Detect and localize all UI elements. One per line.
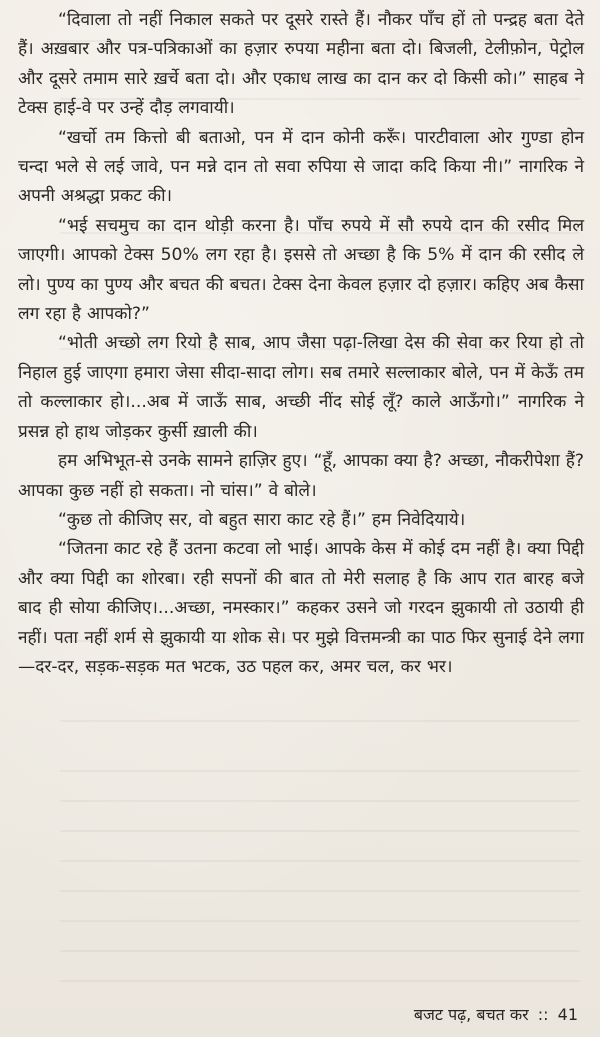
- show-through-line: [60, 950, 580, 952]
- show-through-line: [60, 890, 580, 892]
- footer-separator: ::: [537, 1005, 549, 1024]
- show-through-line: [60, 800, 580, 802]
- paragraph: “खर्चो तम कित्तो बी बताओ, पन में दान कोनी करूँ। पारटीवाला ओर गुण्डा होन चन्दा भले से लई जावे, पन मन्ने दान तो सवा रुपिया से जादा कदि किया नी।” नागरिक ने अपनी अश्रद्धा प्रकट की।: [18, 127, 584, 207]
- running-title: बजट पढ़, बचत कर: [413, 1005, 529, 1024]
- paragraph: “जितना काट रहे हैं उतना कटवा लो भाई। आपके केस में कोई दम नहीं है। क्या पिद्दी और क्या पिद्दी का शोरबा। रही सपनों की बात तो मेरी सलाह है कि आप रात बारह बजे बाद ही सोया कीजिए।...अच्छा, नमस्कार।” कहकर उसने जो गरदन झुकायी तो उठायी ही नहीं। पता नहीं शर्म से झुकायी या शोक से। पर मुझे वित्तमन्त्री का पाठ फिर सुनाई देने लगा—दर-दर, सड़क-सड़क मत भटक, उठ पहल कर, अमर चल, कर भर।: [18, 539, 584, 677]
- paragraph: “भोती अच्छो लग रियो है साब, आप जैसा पढ़ा-लिखा देस की सेवा कर रिया हो तो निहाल हुई जाएगा हमारा जेसा सीदा-सादा लोग। सब तमारे सल्लाकार बोले, पन में केऊँ तम तो कल्लाकार हो।...अब में जाऊँ साब, अच्छी नींद सोई लूँ? काले आऊँगो।” नागरिक ने प्रसन्न हो हाथ जोड़कर कुर्सी ख़ाली की।: [18, 333, 584, 442]
- show-through-line: [60, 980, 580, 982]
- show-through-line: [60, 720, 580, 722]
- page-footer: [414, 1003, 578, 1025]
- show-through-line: [60, 830, 580, 832]
- show-through-line: [60, 920, 580, 922]
- show-through-line: [60, 860, 580, 862]
- body-text: [18, 6, 584, 682]
- paragraph: “भई सचमुच का दान थोड़ी करना है। पाँच रुपये में सौ रुपये दान की रसीद मिल जाएगी। आपको टेक्स 50% लग रहा है। इससे तो अच्छा है कि 5% में दान की रसीद ले लो। पुण्य का पुण्य और बचत की बचत। टेक्स देना केवल हज़ार दो हज़ार। कहिए अब कैसा लग रहा है आपको?”: [18, 215, 584, 325]
- page-number: 41: [557, 1005, 578, 1024]
- show-through-line: [60, 770, 580, 772]
- paragraph: “दिवाला तो नहीं निकाल सकते पर दूसरे रास्ते हैं। नौकर पाँच हों तो पन्द्रह बता देते हैं। अख़बार और पत्र-पत्रिकाओं का हज़ार रुपया महीना बता दो। बिजली, टेलीफ़ोन, पेट्रोल और दूसरे तमाम सारे ख़र्चे बता दो। और एकाध लाख का दान कर दो किसी को।” साहब ने टेक्स हाई-वे पर उन्हें दौड़ लगवायी।: [18, 10, 584, 119]
- paragraph: हम अभिभूत-से उनके सामने हाज़िर हुए। “हूँ, आपका क्या है? अच्छा, नौकरीपेशा हैं? आपका कुछ नहीं हो सकता। नो चांस।” वे बोले।: [18, 451, 584, 501]
- paragraph: “कुछ तो कीजिए सर, वो बहुत सारा काट रहे हैं।” हम निवेदियाये।: [58, 509, 466, 530]
